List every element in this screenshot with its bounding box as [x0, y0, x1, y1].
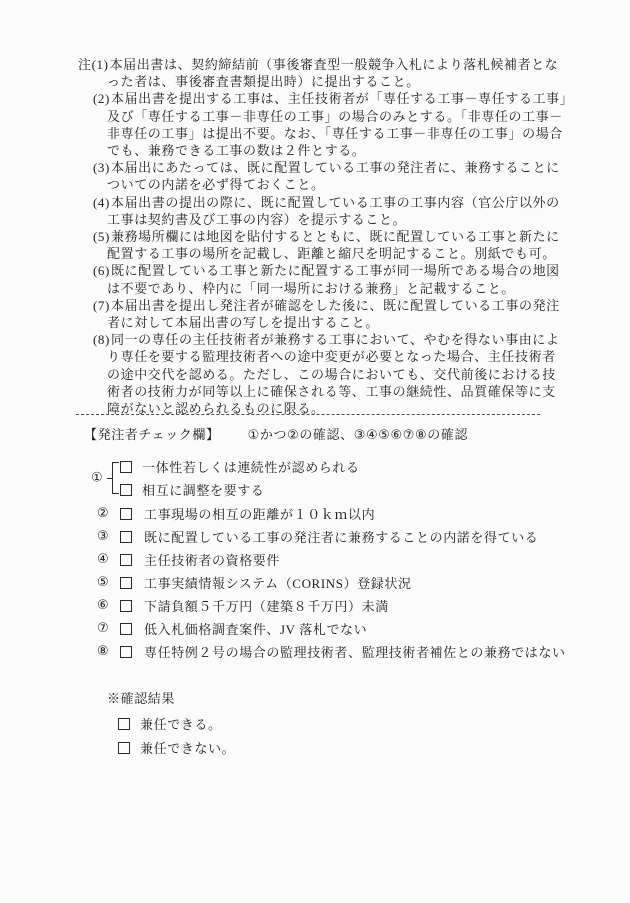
checkbox[interactable]	[120, 623, 132, 635]
checkbox[interactable]	[120, 577, 132, 589]
note-number: (4)	[93, 194, 110, 210]
checklist-title: 【発注者チェック欄】	[84, 427, 220, 442]
note-line: 工事は契約書及び工事の内容）を提示すること。	[107, 211, 407, 227]
checklist-header	[78, 424, 618, 443]
note-text: 兼務場所欄には地図を貼付するとともに、既に配置している工事と新たに	[110, 229, 560, 245]
checkbox[interactable]	[120, 461, 132, 473]
note-text: 本届出書を提出する工事は、主任技術者が「専任する工事－専任する工事」	[110, 91, 574, 107]
checklist-item-label: 工事実績情報システム（CORINS）登録状況	[144, 576, 412, 591]
checklist-item-label: 工事現場の相互の距離が１０ｋｍ以内	[144, 507, 376, 522]
circled-number-5: ⑤	[97, 575, 110, 590]
note-number: (1)	[91, 57, 109, 72]
checkbox[interactable]	[120, 484, 132, 496]
note-text: 本届出書の提出の際に、既に配置している工事の工事内容（官公庁以外の	[110, 194, 560, 210]
checkbox[interactable]	[120, 508, 132, 520]
result-option-row	[107, 716, 618, 731]
checkbox[interactable]	[120, 531, 132, 543]
note-text: 既に配置している工事と新たに配置する工事が同一場所である場合の地図	[110, 263, 560, 279]
note-line: 配置する工事の場所を記載し、距離と縮尺を明記すること。別紙でも可。	[107, 246, 556, 262]
result-option-label: 兼任できる。	[140, 717, 222, 732]
note-line: 及び「専任する工事－非専任の工事」の場合のみとする。「非専任の工事－	[107, 108, 563, 124]
checklist-item-5	[78, 575, 618, 590]
note-number: (2)	[93, 91, 110, 107]
checkbox[interactable]	[118, 742, 130, 754]
checklist-item-label: 既に配置している工事の発注者に兼務することの内諾を得ている	[144, 530, 539, 545]
checklist-group-1	[78, 459, 618, 497]
result-title: ※確認結果	[107, 691, 176, 706]
checklist-option-label: 相互に調整を要する	[142, 483, 265, 498]
checklist-item-8	[78, 644, 618, 659]
note-line	[93, 194, 578, 211]
note-line: 者に対して本届出書の写しを提出すること。	[107, 315, 380, 331]
dashed-divider	[76, 414, 540, 415]
circled-number-6: ⑥	[97, 598, 110, 613]
checklist-item-3	[78, 529, 618, 544]
note-text: 本届出にあたっては、既に配置している工事の発注者に、兼務することに	[110, 160, 560, 176]
note-line: ついての内諾を必ず得ておくこと。	[107, 177, 325, 193]
bracket-icon	[112, 462, 119, 494]
note-number: (7)	[93, 297, 110, 313]
note-line	[93, 331, 578, 348]
checklist-item-label: 下請負額５千万円（建築８千万円）未満	[144, 599, 389, 614]
checklist-item-label: 主任技術者の資格要件	[144, 553, 281, 568]
checkbox[interactable]	[118, 718, 130, 730]
result-option-row	[107, 740, 618, 755]
note-number: (3)	[93, 160, 110, 176]
notes-section	[78, 56, 578, 417]
note-number: (5)	[93, 229, 110, 245]
note-line	[93, 297, 578, 314]
note-line: った者は、事後審査書類提出時）に提出すること。	[107, 74, 420, 90]
note-text: 本届出書は、契約締結前（事後審査型一般競争入札により落札候補者とな	[109, 57, 559, 72]
note-text: 同一の専任の主任技術者が兼務する工事において、やむを得ない事由によ	[110, 332, 560, 348]
circled-number-7: ⑦	[97, 621, 110, 636]
circled-number-8: ⑧	[97, 644, 110, 659]
note-line: でも、兼務できる工事の数は２件とする。	[107, 143, 366, 159]
result-option-label: 兼任できない。	[140, 741, 236, 756]
checklist-condition: ①かつ②の確認、③④⑤⑥⑦⑧の確認	[247, 428, 469, 443]
result-section	[78, 688, 618, 755]
note-line	[93, 159, 578, 176]
circled-number-3: ③	[97, 529, 110, 544]
circled-number-2: ②	[97, 506, 110, 521]
note-number: (8)	[93, 332, 110, 348]
note-line: 非専任の工事」は提出不要。なお、「専任する工事－非専任の工事」の場合	[107, 125, 563, 141]
note-line: 術者の技術力が同等以上に確保される等、工事の継続性、品質確保等に支	[107, 383, 556, 399]
circled-number-4: ④	[97, 552, 110, 567]
note-line: 障がないと認められるものに限る。	[107, 401, 325, 417]
checkbox[interactable]	[120, 600, 132, 612]
checklist-item-6	[78, 598, 618, 613]
note-marker: 注	[78, 57, 92, 72]
note-number: (6)	[93, 263, 110, 279]
note-text: 本届出書を提出し発注者が確認をした後に、既に配置している工事の発注	[110, 297, 560, 313]
checkbox[interactable]	[120, 646, 132, 658]
checklist-option-row	[78, 459, 618, 474]
note-line	[93, 262, 578, 279]
checklist-option-row	[78, 482, 618, 497]
note-line: の途中交代を認める。ただし、この場合においても、交代前後における技	[107, 366, 556, 382]
circled-number-1: ①	[91, 470, 104, 486]
checklist-option-label: 一体性若しくは連続性が認められる	[142, 460, 360, 475]
checklist-item-label: 低入札価格調査案件、JV 落札でない	[144, 622, 368, 637]
note-line	[78, 56, 578, 73]
note-line	[93, 90, 578, 107]
note-line: り専任を要する監理技術者への途中変更が必要となった場合、主任技術者	[107, 349, 556, 365]
checklist-item-4	[78, 552, 618, 567]
checklist-item-label: 専任特例２号の場合の監理技術者、監理技術者補佐との兼務ではない	[144, 645, 566, 660]
checkbox[interactable]	[120, 554, 132, 566]
note-line: は不要であり、枠内に「同一場所における兼務」と記載すること。	[107, 280, 516, 296]
note-line	[93, 228, 578, 245]
checklist-section	[78, 424, 618, 764]
checklist-item-2	[78, 506, 618, 521]
checklist-item-7	[78, 621, 618, 636]
